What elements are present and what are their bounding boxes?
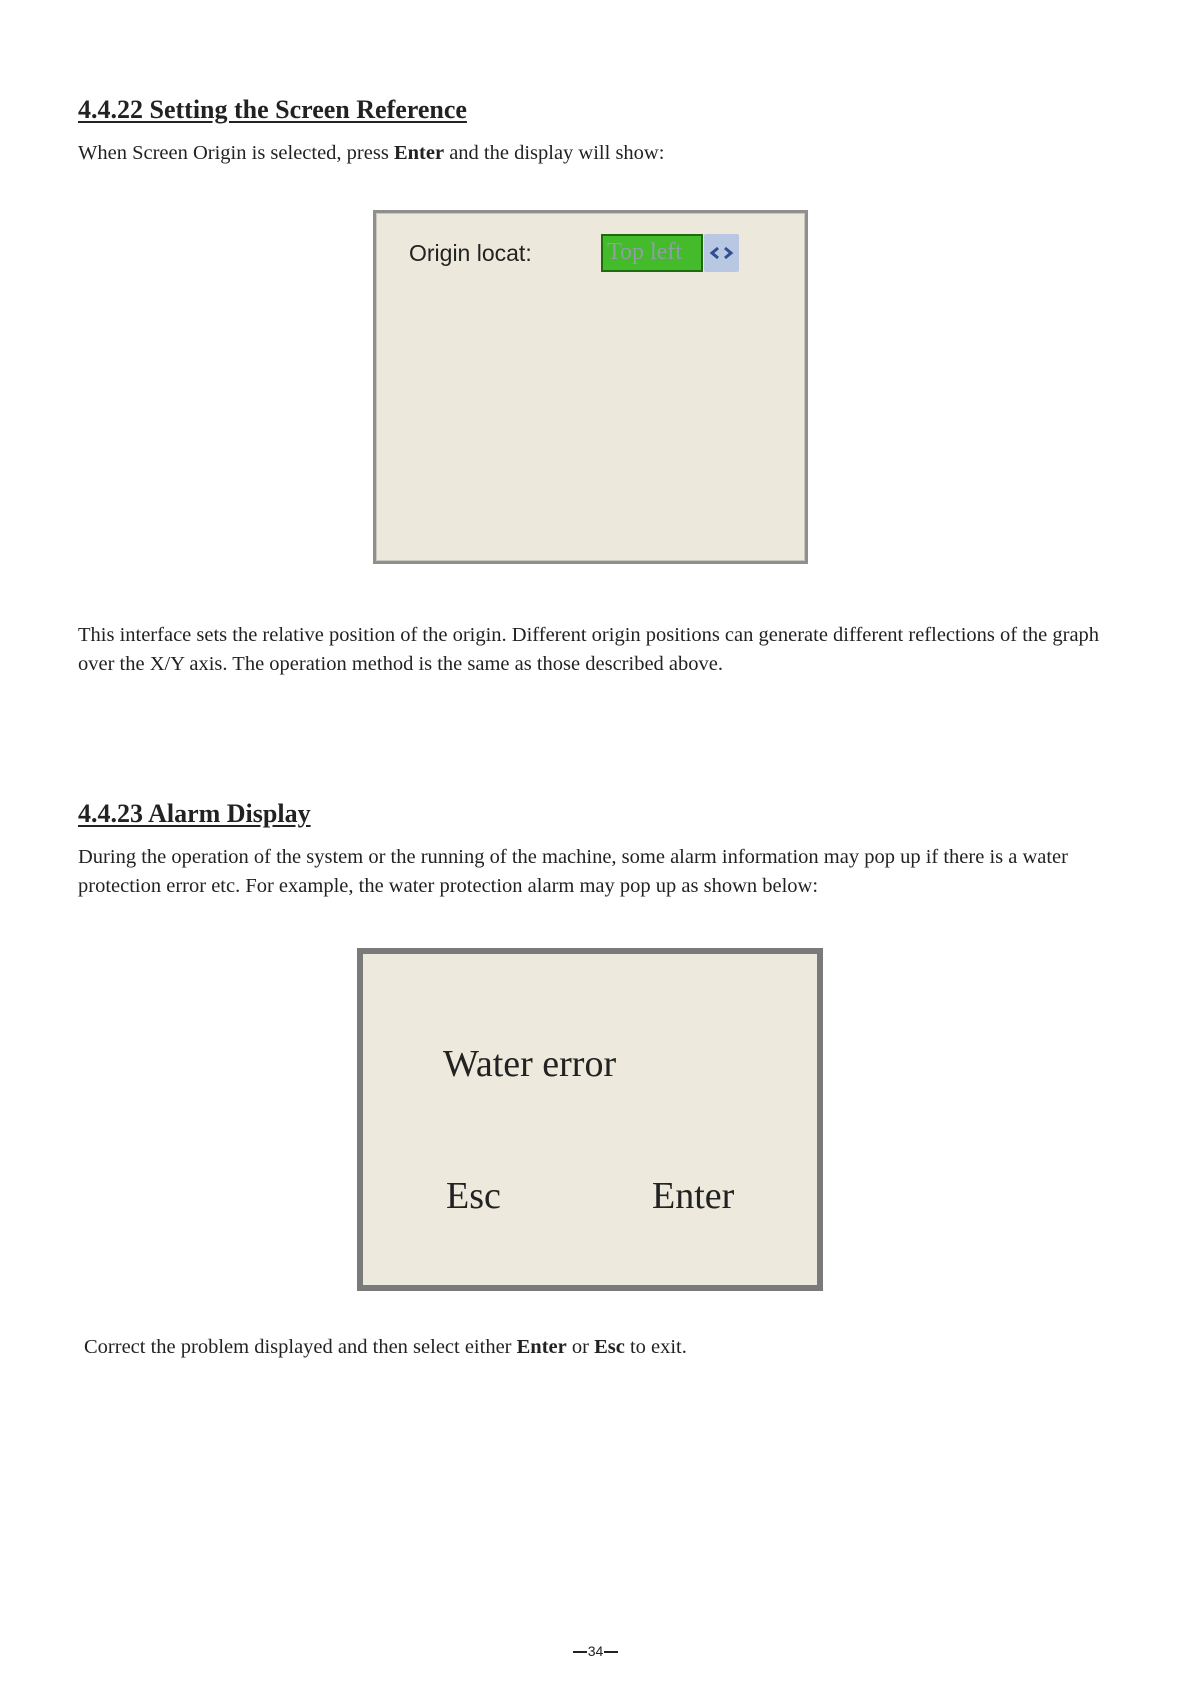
alarm-display-body: During the operation of the system or the running of the machine, some alarm information may pop up if there is a water protection error etc. For example, the water protection alarm may pop up as shown below: [78,846,1068,897]
water-error-alarm-screen [357,948,823,1291]
origin-location-value[interactable]: Top left [601,234,703,272]
page-number: 34 [0,1643,1191,1659]
origin-location-screen [373,210,808,564]
esc-key-label: Esc [594,1336,625,1358]
esc-option[interactable]: Esc [446,1175,501,1217]
alarm-display-footer: Correct the problem displayed and then select either Enter or Esc to exit. [84,1336,687,1358]
section-heading-alarm-display: 4.4.23 Alarm Display [78,799,311,828]
screen-reference-body: This interface sets the relative position of the origin. Different origin positions can generate different reflections of the graph over the X/Y axis. The operation method is the same as those described above. [78,624,1100,675]
enter-option[interactable]: Enter [652,1175,735,1217]
screen-reference-intro: When Screen Origin is selected, press Enter and the display will show: [78,142,665,164]
enter-key-label: Enter [516,1336,567,1358]
alarm-message: Water error [443,1043,617,1085]
section-heading-screen-reference: 4.4.22 Setting the Screen Reference [78,95,467,124]
left-right-arrows-icon[interactable] [704,234,739,272]
enter-key-label: Enter [393,142,445,164]
origin-location-label: Origin locat: [409,240,532,266]
